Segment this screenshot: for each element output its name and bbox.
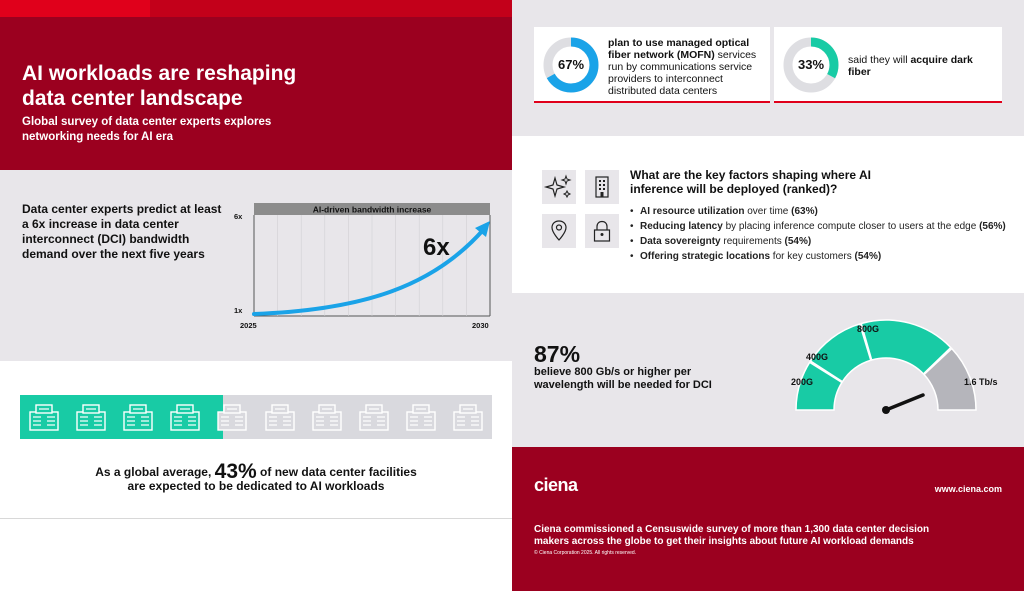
factor-item (630, 219, 1020, 234)
data-center-building-icon (75, 403, 107, 431)
y-tick-label-1x: 1x (234, 306, 243, 315)
factor-bold: Data sovereignty (640, 236, 721, 247)
gauge-label-800g: 800G (857, 324, 880, 334)
mofn-percent: 67% (557, 57, 585, 72)
sparkle-icon (542, 170, 576, 204)
gauge-needle (886, 395, 923, 410)
share-prefix: As a global average, (95, 465, 212, 479)
wavelength-speed-panel (512, 293, 1024, 447)
top-accent-bar (0, 0, 512, 17)
data-center-building-icon (28, 403, 60, 431)
x-tick-label-2025: 2025 (240, 321, 257, 330)
facility-share-text (0, 460, 512, 493)
mofn-description (608, 37, 768, 97)
location-pin-icon-box (542, 214, 576, 248)
factor-item (630, 234, 1020, 249)
dark-fiber-card (774, 27, 1002, 103)
bandwidth-chart (228, 198, 498, 348)
copyright: © Ciena Corporation 2025. All rights reserved. (534, 550, 637, 556)
mofn-bold-text: plan to use managed optical fiber network (MOFN) (608, 37, 750, 61)
gauge-label-400g: 400G (806, 352, 829, 362)
website-link[interactable]: www.ciena.com (934, 484, 1002, 494)
share-suffix: of new data center facilities (260, 465, 417, 479)
lock-icon-box (585, 214, 619, 248)
survey-note: Ciena commissioned a Censuswide survey of more than 1,300 data center decision makers across the globe to get their insights about future AI workload demands (534, 524, 930, 547)
factor-rest: for key customers (770, 251, 855, 262)
data-center-building-icon (405, 403, 437, 431)
hero-panel (0, 17, 512, 170)
chart-callout: 6x (423, 234, 450, 261)
speed-gauge (782, 313, 1002, 423)
data-center-building-icon (264, 403, 296, 431)
factors-question: What are the key factors shaping where AI inference will be deployed (ranked)? (630, 168, 871, 196)
data-center-building-icon (122, 403, 154, 431)
factor-rest: requirements (720, 236, 785, 247)
hero-subtitle: Global survey of data center experts explores networking needs for AI era (22, 116, 272, 143)
speed-description: believe 800 Gb/s or higher per wavelength will be needed for DCI (534, 366, 712, 391)
x-tick-label-2030: 2030 (472, 321, 489, 330)
factors-list (630, 204, 1020, 264)
factor-rest: over time (744, 206, 792, 217)
footer-panel (512, 447, 1024, 591)
dark-fiber-description (848, 54, 988, 78)
factor-rest: by placing inference compute closer to users at the edge (722, 221, 980, 232)
facility-share-bar (20, 395, 492, 439)
factor-item (630, 204, 1020, 219)
factor-item (630, 249, 1020, 264)
bandwidth-growth-panel (0, 170, 512, 361)
inference-factors-panel (512, 136, 1024, 293)
chart-gridlines (278, 215, 467, 316)
top-accent-bar-dark (150, 0, 512, 17)
mofn-card (534, 27, 770, 103)
factor-bold: Offering strategic locations (640, 251, 771, 262)
share-line2: are expected to be dedicated to AI workloads (127, 479, 385, 493)
dark-fiber-bold-text: acquire dark fiber (848, 54, 973, 78)
factor-bold: AI resource utilization (640, 206, 745, 217)
hero-title: AI workloads are reshaping data center landscape (22, 62, 297, 110)
factor-pct: (56%) (979, 221, 1006, 232)
factor-pct: (54%) (784, 236, 812, 247)
factor-pct: (54%) (854, 251, 882, 262)
factor-pct: (63%) (791, 206, 818, 217)
building-icon-box (585, 170, 619, 204)
data-center-building-icon (311, 403, 343, 431)
factor-bold: Reducing latency (640, 221, 723, 232)
location-pin-icon (542, 214, 576, 248)
building-icon (585, 170, 619, 204)
ciena-logo: ciena (534, 475, 578, 495)
gauge-label-1-6tbs: 1.6 Tb/s (964, 377, 998, 387)
chart-title: AI-driven bandwidth increase (312, 204, 432, 215)
ai-facilities-panel (0, 361, 512, 519)
gauge-hub (882, 406, 890, 414)
data-center-building-icon (358, 403, 390, 431)
dark-fiber-plain-text: said they will (848, 54, 911, 66)
speed-percent: 87% (534, 341, 581, 367)
sparkle-icon-box (542, 170, 576, 204)
bandwidth-statement: Data center experts predict at least a 6x increase in data center interconnect (DCI) bandwidth demand over the next five years (22, 202, 222, 261)
gauge-label-200g: 200G (791, 377, 814, 387)
data-center-building-icon (216, 403, 248, 431)
dark-fiber-percent: 33% (797, 57, 825, 72)
share-percent: 43% (214, 460, 257, 483)
y-tick-label-6x: 6x (234, 212, 243, 221)
lock-icon (585, 214, 619, 248)
data-center-building-icon (169, 403, 201, 431)
mofn-rest-text: services run by communications service providers to interconnect distributed data centers (608, 49, 757, 97)
data-center-building-icon (452, 403, 484, 431)
